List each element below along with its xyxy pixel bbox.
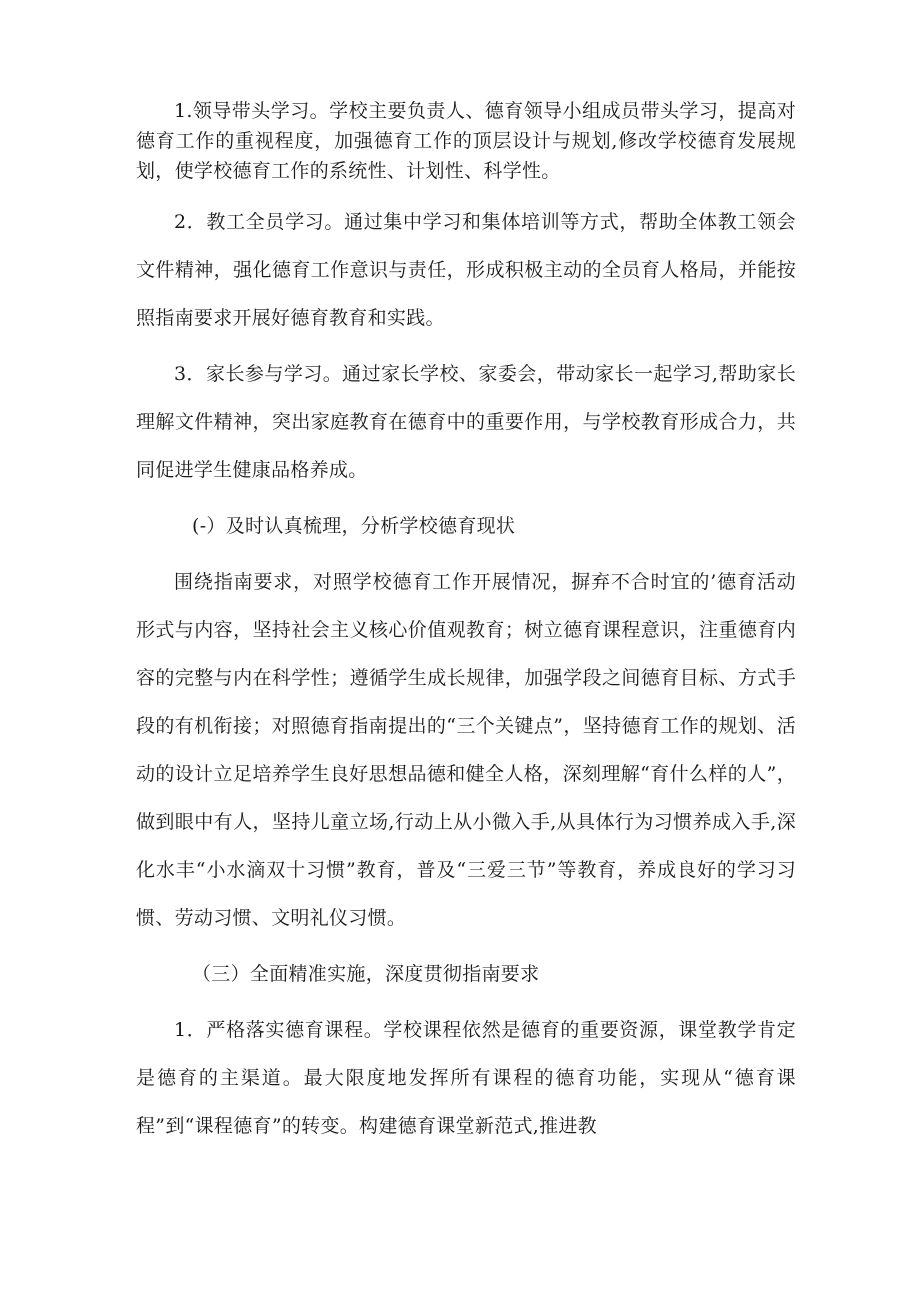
section-heading-implement: （三）全面精准实施，深度贯彻指南要求	[192, 963, 540, 985]
paragraph-staff-study: 2．教工全员学习。通过集中学习和集体培训等方式，帮助全体教工领会文件精神，强化德育工作意识与责任，形成积极主动的全员育人格局，并能按照指南要求开展好德育教育和实践。	[136, 211, 796, 329]
paragraph-review: 围绕指南要求，对照学校德育工作开展情况，摒弃不合时宜的’德育活动形式与内容，坚持社会主义核心价值观教育；树立德育课程意识，注重德育内容的完整与内在科学性；遵循学生成长规律，加强学段之间德育目标、方式手段的有机衔接；对照德育指南提出的“三个关键点”，坚持德育工作的规划、活动的设计立足培养学生良好思想品德和健全人格，深刻理解“育什么样的人”，做到眼中有人，坚持儿童立场,行动上从小微入手,从具体行为习惯养成入手,深化水丰“小水滴双十习惯”教育，普及“三爱三节”等教育，养成良好的学习习惯、劳动习惯、文明礼仪习惯。	[136, 571, 796, 929]
paragraph-parent-study: 3．家长参与学习。通过家长学校、家委会，带动家长一起学习,帮助家长理解文件精神，突出家庭教育在德育中的重要作用，与学校教育形成合力，共同促进学生健康品格养成。	[136, 363, 796, 481]
paragraph-curriculum: 1．严格落实德育课程。学校课程依然是德育的重要资源，课堂教学肯定是德育的主渠道。最大限度地发挥所有课程的德育功能，实现从“德育课程”到“课程德育”的转变。构建德育课堂新范式,推进教	[136, 1019, 796, 1137]
paragraph-leader-study: 1.领导带头学习。学校主要负责人、德育领导小组成员带头学习，提高对德育工作的重视程度，加强德育工作的顶层设计与规划,修改学校德育发展规划，使学校德育工作的系统性、计划性、科学性。	[136, 100, 796, 182]
section-heading-review: (-）及时认真梳理，分析学校德育现状	[192, 515, 516, 537]
document-body	[136, 96, 796, 1158]
